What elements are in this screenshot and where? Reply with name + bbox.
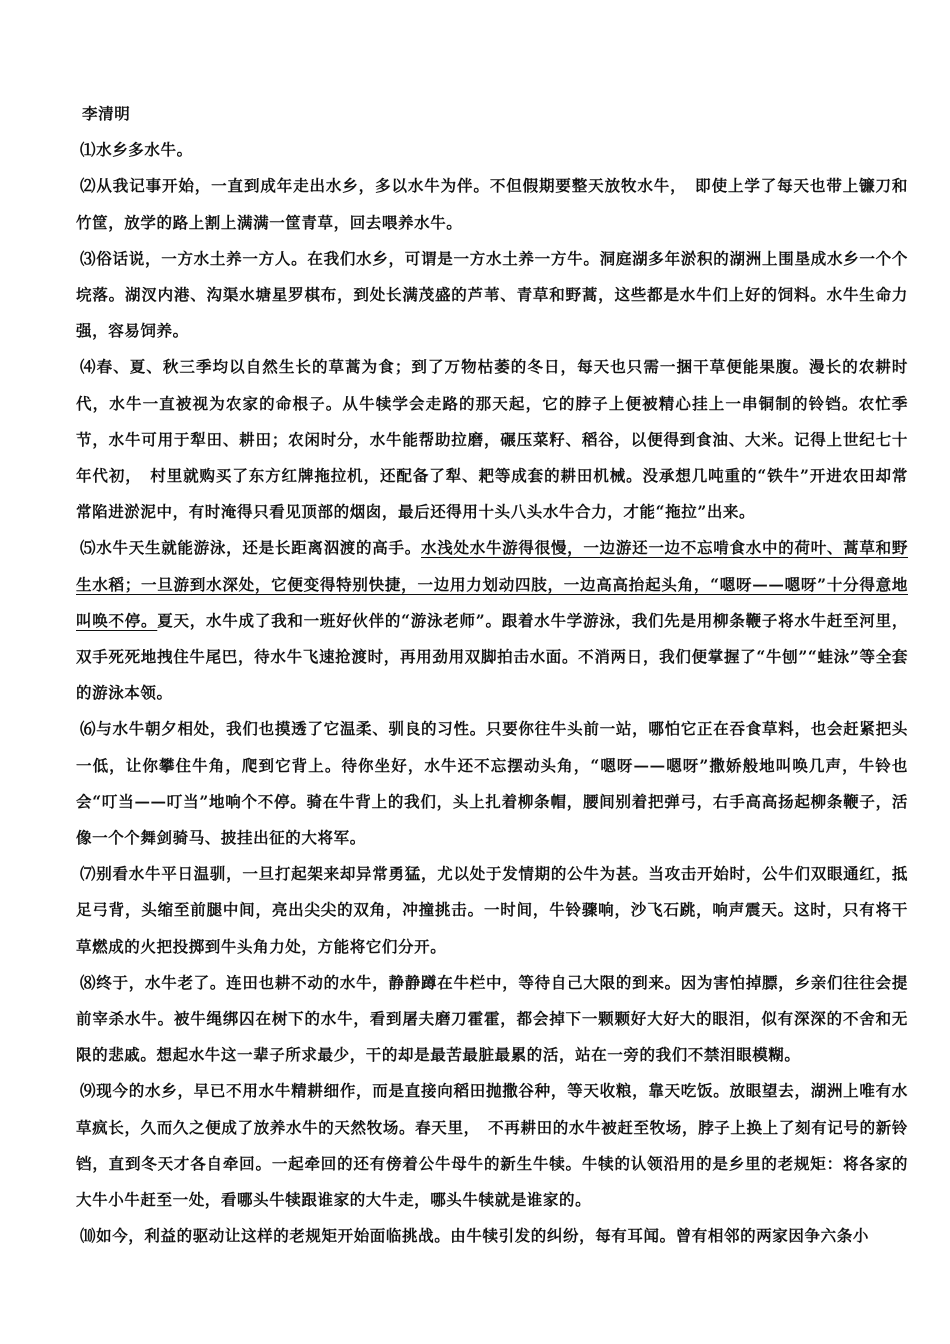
- paragraph-number: ⑼: [80, 1081, 97, 1101]
- paragraph-7: [76, 856, 908, 965]
- paragraph-3: [76, 241, 908, 350]
- paragraph-text: 与水牛朝夕相处，我们也摸透了它温柔、驯良的习性。只要你往牛头前一站，哪怕它正在吞食草料，也会赶紧把头一低，让你攀住牛角，爬到它背上。待你坐好，水牛还不忘摆动头角，“嗯呀——嗯呀”撒娇般地叫唤几声，牛铃也会“叮当——叮当”地响个不停。骑在牛背上的我们，头上扎着柳条帽，腰间别着把弹弓，右手高高扬起柳条鞭子，活像一个个舞剑骑马、披挂出征的大将军。: [76, 719, 908, 848]
- paragraph-number: ⑺: [80, 864, 97, 884]
- paragraph-text: 俗话说，一方水土养一方人。在我们水乡，可谓是一方水土养一方牛。洞庭湖多年淤积的湖洲上围垦成水乡一个个垸落。湖汊内港、沟渠水塘星罗棋布，到处长满茂盛的芦苇、青草和野蒿，这些都是水牛们上好的饲料。水牛生命力强，容易饲养。: [76, 248, 908, 341]
- paragraph-number: ⑹: [80, 719, 97, 739]
- paragraph-text: 水乡多水牛。: [96, 140, 193, 160]
- paragraph-number: ⑸: [80, 538, 97, 558]
- paragraph-text: 别看水牛平日温驯，一旦打起架来却异常勇猛，尤以处于发情期的公牛为甚。当攻击开始时，公牛们双眼通红，抵足弓背，头缩至前腿中间，亮出尖尖的双角，冲撞挑击。一时间，牛铃骤响，沙飞石跳，响声震天。这时，只有将干草燃成的火把投掷到牛头角力处，方能将它们分开。: [76, 864, 908, 956]
- article-body: [76, 96, 908, 1255]
- paragraph-4: [76, 349, 908, 530]
- paragraph-number: ⑶: [80, 248, 97, 268]
- paragraph-number: ⑻: [80, 972, 97, 992]
- paragraph-2: [76, 168, 908, 240]
- paragraph-number: ⑽: [80, 1226, 97, 1246]
- paragraph-1: [76, 132, 908, 168]
- paragraph-10: [76, 1218, 908, 1254]
- paragraph-text: 夏天，水牛成了我和一班好伙伴的“游泳老师”。跟着水牛学游泳，我们先是用柳条鞭子将水牛赶至河里，双手死死地拽住牛尾巴，待水牛飞速抢渡时，再用劲用双脚拍击水面。不消两日，我们便掌握了“牛刨”“蛙泳”等全套的游泳本领。: [76, 610, 908, 703]
- author-name: 李清明: [82, 104, 131, 123]
- paragraph-6: [76, 711, 908, 856]
- paragraph-text: 水牛天生就能游泳，还是长距离泅渡的高手。: [96, 538, 421, 558]
- paragraph-text: 春、夏、秋三季均以自然生长的草蒿为食；到了万物枯萎的冬日，每天也只需一捆干草便能果腹。漫长的农耕时代，水牛一直被视为农家的命根子。从牛犊学会走路的那天起，它的脖子上便被精心挂上一串铜制的铃铛。农忙季节，水牛可用于犁田、耕田；农闲时分，水牛能帮助拉磨，碾压菜籽、稻谷，以便得到食油、大米。记得上世纪七十年代初， 村里就购买了东方红牌拖拉机，还配备了犁、耙等成套的耕田机械。没承想几吨重的“铁牛”开进农田却常常陷进淤泥中，有时淹得只看见顶部的烟囱，最后还得用十头八头水牛合力，才能“拖拉”出来。: [76, 357, 908, 522]
- paragraph-text: 现今的水乡，早已不用水牛精耕细作，而是直接向稻田抛撒谷种，等天收粮，靠天吃饭。放眼望去，湖洲上唯有水草疯长，久而久之便成了放养水牛的天然牧场。春天里， 不再耕田的水牛被赶至牧场，脖子上换上了刻有记号的新铃铛，直到冬天才各自牵回。一起牵回的还有傍着公牛母牛的新生牛犊。牛犊的认领沿用的是乡里的老规矩：将各家的大牛小牛赶至一处，看哪头牛犊跟谁家的大牛走，哪头牛犊就是谁家的。: [76, 1081, 908, 1210]
- paragraph-text: 终于，水牛老了。连田也耕不动的水牛，静静蹲在牛栏中，等待自己大限的到来。因为害怕掉膘，乡亲们往往会提前宰杀水牛。被牛绳绑囚在树下的水牛，看到屠夫磨刀霍霍，都会掉下一颗颗好大好大的眼泪，似有深深的不舍和无限的悲戚。想起水牛这一辈子所求最少，干的却是最苦最脏最累的活，站在一旁的我们不禁泪眼模糊。: [76, 972, 908, 1065]
- paragraph-9: [76, 1073, 908, 1218]
- underlined-sentence: 水浅处水牛游得很慢，一边游还一边不忘啃食水中的荷叶、蒿草和野生水稻；一旦游到水深处，它便变得特别快捷，一边用力划动四肢，一边高高抬起头角，“嗯呀——嗯呀”十分得意地叫唤不停。: [76, 538, 908, 630]
- paragraph-text: 从我记事开始，一直到成年走出水乡，多以水牛为伴。不但假期要整天放牧水牛， 即使上学了每天也带上镰刀和竹筐，放学的路上割上满满一筐青草，回去喂养水牛。: [76, 176, 908, 232]
- paragraph-5: [76, 530, 908, 711]
- paragraph-number: ⑷: [80, 357, 97, 377]
- paragraph-number: ⑵: [80, 176, 97, 196]
- paragraph-number: ⑴: [80, 140, 97, 160]
- paragraph-text: 如今，利益的驱动让这样的老规矩开始面临挑战。由牛犊引发的纠纷，每有耳闻。曾有相邻的两家因争六条小: [96, 1226, 869, 1246]
- paragraph-8: [76, 965, 908, 1074]
